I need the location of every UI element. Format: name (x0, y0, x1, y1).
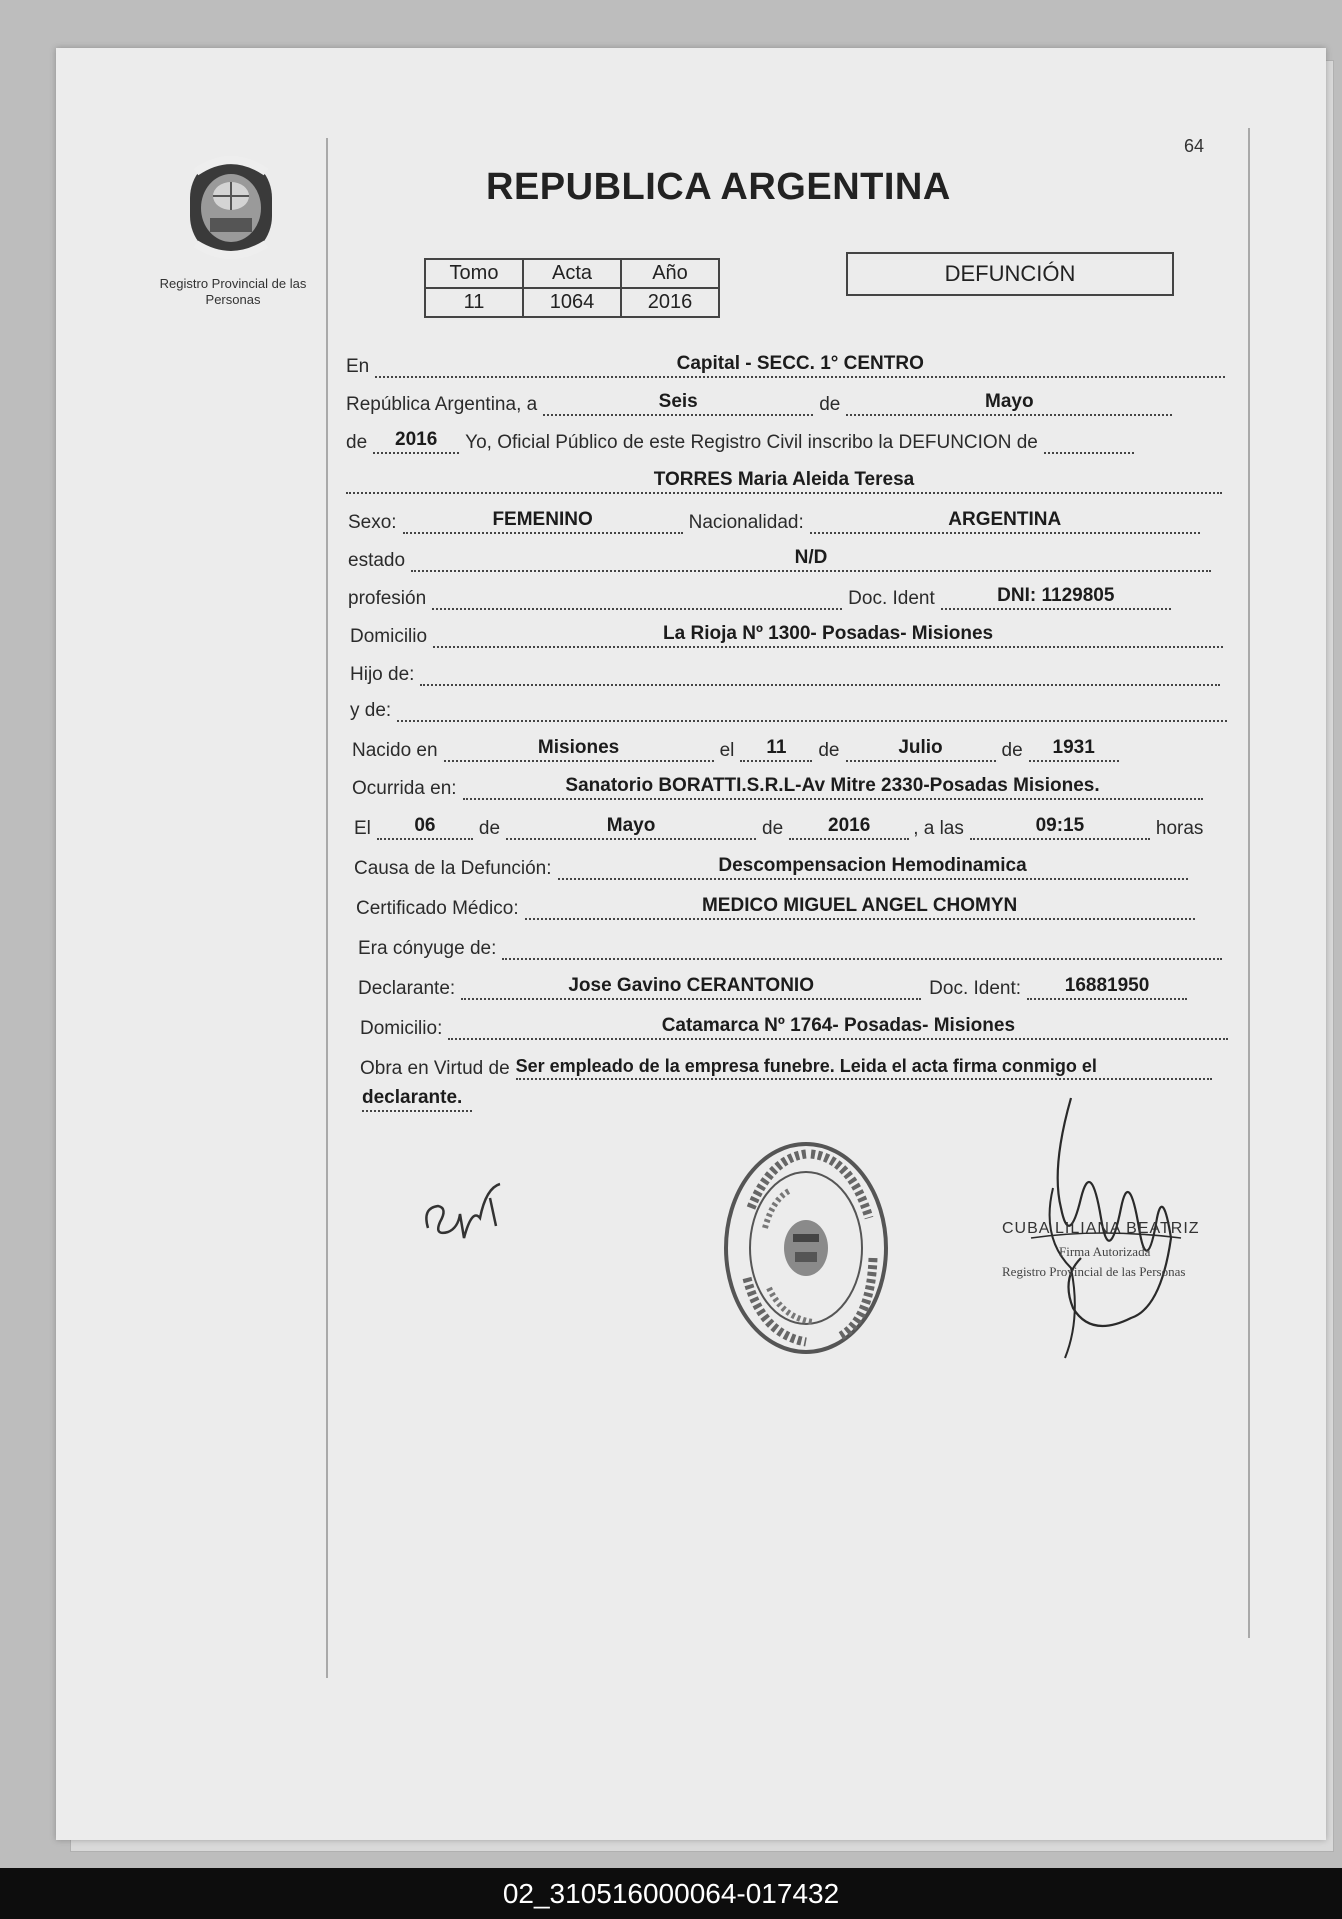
de4-label: de (1001, 740, 1023, 761)
conyuge-label: Era cónyuge de: (358, 938, 497, 959)
conyuge-value (502, 934, 1222, 960)
year-value: 2016 (373, 428, 459, 454)
death-day: 06 (377, 814, 473, 840)
yde-label: y de: (350, 700, 392, 721)
domicilio-label: Domicilio (350, 626, 428, 647)
row-en (346, 352, 1225, 378)
domicilio-value: La Rioja Nº 1300- Posadas- Misiones (433, 622, 1223, 648)
row-deceased (346, 468, 1222, 494)
de6-label: de (762, 818, 784, 839)
row-yo (346, 428, 1134, 454)
row-conyuge (358, 934, 1222, 960)
decl-doc-value: 16881950 (1027, 974, 1187, 1000)
row-estado (348, 546, 1211, 572)
acta-value: 1064 (523, 288, 621, 317)
declarante-value: Jose Gavino CERANTONIO (461, 974, 921, 1000)
tomo-header: Tomo (425, 259, 523, 288)
anio-value: 2016 (621, 288, 719, 317)
birth-year: 1931 (1029, 736, 1119, 762)
birth-month: Julio (846, 736, 996, 762)
reference-table (424, 258, 720, 318)
sexo-value: FEMENINO (403, 508, 683, 534)
republica-label: República Argentina, a (346, 394, 538, 415)
ocurrida-value: Sanatorio BORATTI.S.R.L-Av Mitre 2330-Posadas Misiones. (463, 774, 1203, 800)
row-certificado (356, 894, 1195, 920)
horas-label: horas (1155, 818, 1204, 839)
causa-label: Causa de la Defunción: (354, 858, 552, 879)
doc-ident-value: DNI: 1129805 (941, 584, 1171, 610)
nacido-value: Misiones (444, 736, 714, 762)
left-margin-line (326, 138, 328, 1678)
profesion-label: profesión (348, 588, 427, 609)
reference-header-row (425, 259, 719, 288)
obra-value-cont: declarante. (362, 1086, 472, 1112)
row-yde (350, 696, 1227, 722)
page-title: REPUBLICA ARGENTINA (486, 166, 951, 208)
row-decl-domicilio (360, 1014, 1228, 1040)
tomo-value: 11 (425, 288, 523, 317)
el-label: el (719, 740, 735, 761)
sexo-label: Sexo: (348, 512, 397, 533)
row-domicilio (350, 622, 1223, 648)
row-date (346, 390, 1172, 416)
birth-day: 11 (740, 736, 812, 762)
yo-blank (1044, 428, 1134, 454)
row-nacido (352, 736, 1119, 762)
en-value: Capital - SECC. 1° CENTRO (375, 352, 1225, 378)
decl-domicilio-label: Domicilio: (360, 1018, 443, 1039)
causa-value: Descompensacion Hemodinamica (558, 854, 1188, 880)
certificado-label: Certificado Médico: (356, 898, 519, 919)
right-margin-line (1248, 128, 1250, 1638)
de2-label: de (346, 432, 368, 453)
row-obra (360, 1054, 1212, 1080)
file-identifier-bar (0, 1868, 1342, 1919)
row-ocurrida (352, 774, 1203, 800)
declarante-label: Declarante: (358, 978, 456, 999)
row-obra-cont (362, 1086, 472, 1112)
yde-value (397, 696, 1227, 722)
registry-stamp-icon (721, 1138, 891, 1358)
nacionalidad-value: ARGENTINA (810, 508, 1200, 534)
row-death-date (354, 814, 1209, 840)
acta-header: Acta (523, 259, 621, 288)
alas-label: , a las (913, 818, 964, 839)
obra-value: Ser empleado de la empresa funebre. Leida el acta firma conmigo el (516, 1054, 1212, 1080)
day-value: Seis (543, 390, 813, 416)
profesion-value (432, 584, 842, 610)
hijo-label: Hijo de: (350, 664, 415, 685)
ocurrida-label: Ocurrida en: (352, 778, 457, 799)
nacido-label: Nacido en (352, 740, 438, 761)
file-identifier: 02_310516000064-017432 (502, 1877, 840, 1909)
row-hijo (350, 660, 1220, 686)
yo-text: Yo, Oficial Público de este Registro Civil inscribo la DEFUNCION de (465, 432, 1038, 453)
decl-domicilio-value: Catamarca Nº 1764- Posadas- Misiones (448, 1014, 1228, 1040)
document-type-box: DEFUNCIÓN (846, 252, 1174, 296)
reference-value-row (425, 288, 719, 317)
certificado-value: MEDICO MIGUEL ANGEL CHOMYN (525, 894, 1195, 920)
authority-registry: Registro Provincial de las Personas (1002, 1264, 1186, 1279)
authority-name: CUBA LILIANA BEATRIZ (1002, 1220, 1200, 1237)
de5-label: de (478, 818, 501, 839)
doc-ident-label: Doc. Ident (848, 588, 935, 609)
row-sexo (348, 508, 1200, 534)
provincial-seal-icon (176, 148, 286, 268)
death-year: 2016 (789, 814, 909, 840)
de-label: de (819, 394, 841, 415)
obra-label: Obra en Virtud de (360, 1058, 510, 1079)
de3-label: de (818, 740, 840, 761)
deceased-name: TORRES Maria Aleida Teresa (346, 468, 1222, 494)
page-number: 64 (1184, 136, 1205, 156)
nacionalidad-label: Nacionalidad: (688, 512, 804, 533)
row-profesion (348, 584, 1171, 610)
certificate-sheet (56, 48, 1326, 1840)
authority-role: Firma Autorizada (1059, 1244, 1151, 1259)
initials-signature-icon (420, 1178, 530, 1248)
el2-label: El (354, 818, 371, 839)
death-month: Mayo (506, 814, 756, 840)
row-causa (354, 854, 1188, 880)
row-declarante (358, 974, 1187, 1000)
registry-caption: Registro Provincial de las Personas (159, 276, 307, 307)
death-time: 09:15 (970, 814, 1150, 840)
month-value: Mayo (846, 390, 1172, 416)
en-label: En (346, 356, 370, 377)
estado-label: estado (348, 550, 406, 571)
anio-header: Año (621, 259, 719, 288)
decl-doc-label: Doc. Ident: (929, 978, 1022, 999)
hijo-value (420, 660, 1220, 686)
estado-value: N/D (411, 546, 1211, 572)
